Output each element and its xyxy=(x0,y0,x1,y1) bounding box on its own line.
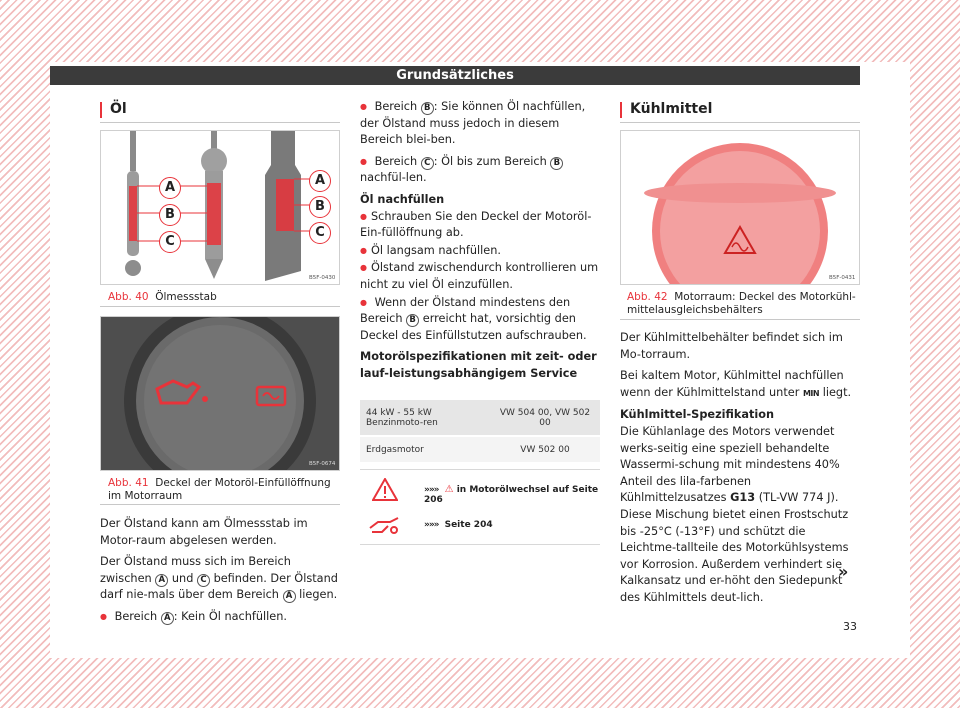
chapter-header: Grundsätzliches xyxy=(50,66,860,85)
figure-40-caption xyxy=(108,291,338,304)
label-b-circle: B xyxy=(159,204,181,226)
caption-text: Deckel der Motoröl-Einfüllöffnung im Motorraum xyxy=(108,477,331,502)
paragraph: Der Ölstand kann am Ölmessstab im Motor-raum abgelesen werden. xyxy=(100,517,308,547)
section-title-coolant: Kühlmittel xyxy=(620,101,712,117)
table-cell: VW 504 00, VW 502 00 xyxy=(490,400,600,436)
label-c-circle: C xyxy=(159,231,181,253)
figure-code: B5F-0431 xyxy=(829,275,856,281)
list-item: ● Bereich A : Kein Öl nachfüllen. xyxy=(100,609,340,626)
oil-body-text xyxy=(100,516,340,631)
badge-b: B xyxy=(406,314,419,327)
figure-42-caption xyxy=(627,291,859,317)
reference-link-environment[interactable]: »»» Seite 204 xyxy=(424,520,493,530)
caption-rule xyxy=(620,319,860,320)
paragraph: Die Kühlanlage des Motors verwendet werks-seitig eine speziell behandelte Wassermi-schung mit mindestens 40% Anteil des lila-farbenen Kühlmittelzusatzes G13 (TL-VW 774 J). Diese Mischung bietet einen Frostschutz bis -25°C (-13°F) und schützt die Leichtme-tallteile des Motorkühlsystems vor Korrosion. Außerdem verhindert sie Kalkansatz und er-höht den Siedepunkt des Kühlmittels deut-lich. xyxy=(620,424,849,604)
subheading-refill: Öl nachfüllen xyxy=(360,192,445,206)
section-rule xyxy=(620,122,860,123)
figure-number: Abb. 42 xyxy=(627,291,668,303)
caption-rule xyxy=(100,504,340,505)
dipstick-illustration xyxy=(101,131,339,284)
list-item: ● Bereich B : Sie können Öl nachfüllen, der Ölstand muss jedoch in diesem Bereich blei-ben. xyxy=(360,99,600,149)
reference-box xyxy=(360,469,600,545)
badge-b: B xyxy=(421,102,434,115)
environment-icon xyxy=(368,512,402,538)
coolant-cap-illustration xyxy=(621,131,859,284)
table-row xyxy=(360,400,600,436)
badge-b: B xyxy=(550,157,563,170)
subheading-coolant-spec: Kühlmittel-Spezifikation xyxy=(620,408,775,422)
caption-rule xyxy=(100,306,340,307)
figure-41-caption xyxy=(108,477,338,503)
figure-oil-cap xyxy=(100,316,340,471)
list-item: ● Bereich C : Öl bis zum Bereich B nachfül-len. xyxy=(360,154,600,187)
figure-code: B5F-0674 xyxy=(309,461,336,467)
badge-a: A xyxy=(283,590,296,603)
paragraph: Der Ölstand muss sich im Bereich zwischen A und C befinden. Der Ölstand darf nie-mals über dem Bereich A liegen. xyxy=(100,555,338,602)
list-item: ● Ölstand zwischendurch kontrollieren um nicht zu viel Öl einzufüllen. xyxy=(360,260,600,293)
figure-number: Abb. 41 xyxy=(108,477,149,489)
badge-c: C xyxy=(197,574,210,587)
reference-link-warning[interactable]: »»» ⚠ in Motorölwechsel auf Seite 206 xyxy=(424,484,599,505)
section-title-oil: Öl xyxy=(100,101,127,117)
subheading-oil-spec: Motorölspezifikationen mit zeit- oder lauf-leistungsabhängigem Service xyxy=(360,350,597,380)
coolant-body-text xyxy=(620,330,860,612)
oil-continued-text xyxy=(360,99,600,388)
figure-dipstick xyxy=(100,130,340,285)
label-a-circle-right: A xyxy=(309,170,331,192)
paragraph: Der Kühlmittelbehälter befindet sich im Mo-torraum. xyxy=(620,331,843,361)
table-row xyxy=(360,436,600,462)
figure-number: Abb. 40 xyxy=(108,291,149,303)
label-b-circle-right: B xyxy=(309,196,331,218)
badge-a: A xyxy=(161,612,174,625)
figure-coolant-cap xyxy=(620,130,860,285)
warning-triangle-icon xyxy=(372,478,398,501)
table-cell: Erdgasmotor xyxy=(360,436,490,462)
min-mark: MIN xyxy=(802,388,820,398)
list-item: ● Öl langsam nachfüllen. xyxy=(360,243,600,260)
table-cell: 44 kW - 55 kW Benzinmoto-ren xyxy=(360,400,490,436)
section-rule xyxy=(100,122,340,123)
page-number: 33 xyxy=(843,620,857,633)
badge-c: C xyxy=(421,157,434,170)
figure-code: B5F-0430 xyxy=(309,275,336,281)
warning-small-icon: ⚠ xyxy=(444,484,454,495)
list-item: ● Wenn der Ölstand mindestens den Bereich B erreicht hat, vorsichtig den Deckel des Einfüllstutzen aufschrauben. xyxy=(360,295,600,345)
table-cell: VW 502 00 xyxy=(490,436,600,462)
caption-text: Motorraum: Deckel des Motorkühl-mittelausgleichsbehälters xyxy=(627,291,856,316)
oil-cap-illustration xyxy=(101,317,339,470)
label-c-circle-right: C xyxy=(309,222,331,244)
label-a-circle: A xyxy=(159,177,181,199)
paragraph: Bei kaltem Motor, Kühlmittel nachfüllen wenn der Kühlmittelstand unter MIN liegt. xyxy=(620,369,852,399)
continue-marker: » xyxy=(838,562,849,581)
badge-a: A xyxy=(155,574,168,587)
caption-text: Ölmessstab xyxy=(155,291,217,303)
g13-label: G13 xyxy=(730,491,756,505)
oil-spec-table xyxy=(360,400,600,462)
list-item: ● Schrauben Sie den Deckel der Motoröl-Ein-füllöffnung ab. xyxy=(360,209,600,242)
